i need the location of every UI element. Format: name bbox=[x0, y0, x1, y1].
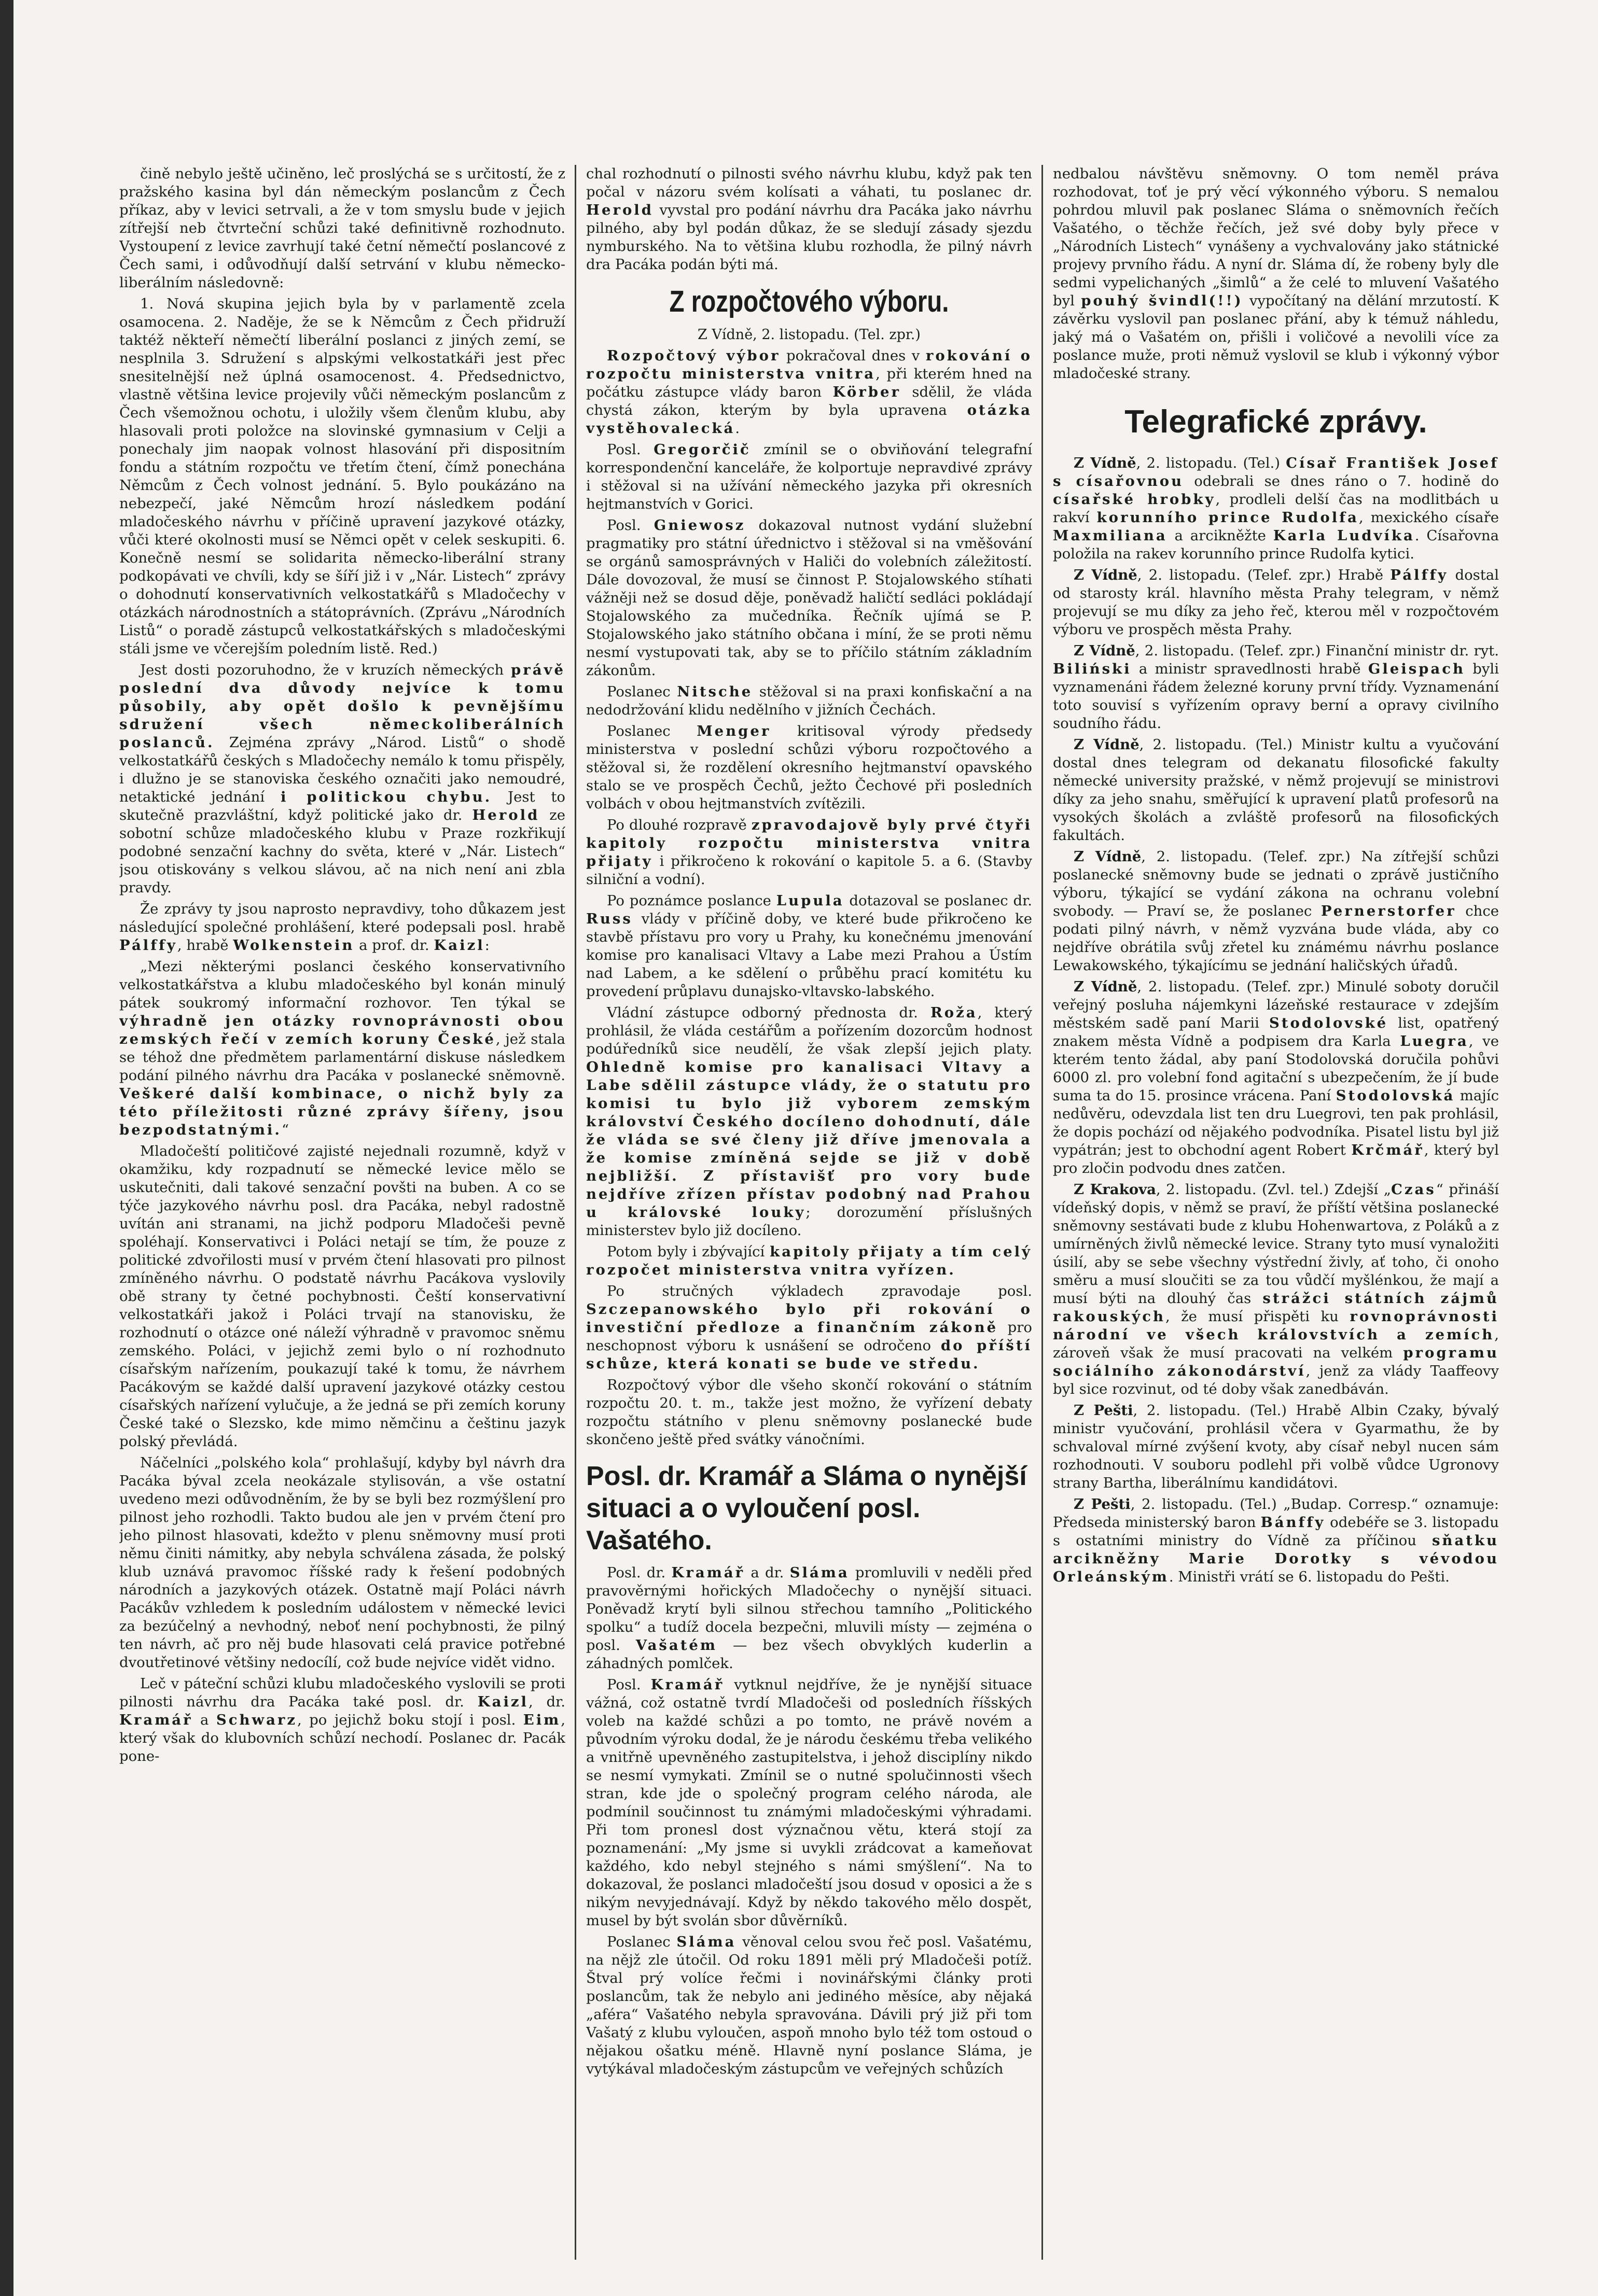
article-paragraph: Leč v páteční schůzi klubu mladočeského vyslovili se proti pilnosti návrhu dra Pacáka také posl. dr. Kaizl, dr. Kramář a Schwarz, po jejichž boku stojí i posl. Eim, který však do klubovních schůzí nechodí. Poslanec dr. Pacák pone- bbox=[119, 1675, 565, 1765]
article-paragraph: chal rozhodnutí o pilnosti svého návrhu klubu, když pak ten počal v názoru svém kolísati a váhati, tu poslanec dr. Herold vyvstal pro podání návrhu dra Pacáka jako návrhu pilného, aby byl podán důkaz, že se sledují zásady sjezdu nymburského. Na to většina klubu rozhodla, že pilný návrh dra Pacáka podán býti má. bbox=[586, 165, 1032, 273]
article-paragraph: Z Pešti, 2. listopadu. (Tel.) Hrabě Albin Czaky, bývalý ministr vyučování, prohlásil včera v Gyarmathu, že by schvaloval mírné zvýšení kvoty, aby císař nebyl nucen sám rozhodnouti. V souboru podlehl při volbě vůdce Ugronovy strany Bartha, liberálnímu kandidátovi. bbox=[1053, 1402, 1499, 1491]
article-paragraph: Z Vídně, 2. listopadu. (Telef. zpr.) Finanční ministr dr. ryt. Biliński a ministr spravedlnosti hrabě Gleispach byli vyznamenáni řádem železné koruny první třídy. Vyznamenání toto souvisí s vyřízením opravy berní a opravy civilního soudního řádu. bbox=[1053, 642, 1499, 732]
article-paragraph: Z Vídně, 2. listopadu. (Tel.) Císař František Josef s císařovnou odebrali se dnes ráno o 7. hodině do císařské hrobky, prodleli delší čas na modlitbách u rakví korunního prince Rudolfa, mexického císaře Maxmiliana a arcikněžte Karla Ludvíka. Císařovna položila na rakev korunního prince Rudolfa kytici. bbox=[1053, 455, 1499, 562]
article-paragraph: Z Krakova, 2. listopadu. (Zvl. tel.) Zdejší „Czas“ přináší vídeňský dopis, v němž se praví, že příští většina poslanecké sněmovny sestávati bude z klubu Hohenwartova, z Poláků a z umírněných živlů německé levice. Strany tyto musí vynaložiti úsilí, aby se sebe všechny výstřední živly, ať toho, či onoho směru a musí sloučiti se za tou vůdčí myšlénkou, že mají a musí býti na dlouhý čas strážci státních zájmů rakouských, že musí přispěti ku rovnoprávnosti národní ve všech královstvích a zemích, zároveň však že musí pracovati na velkém programu sociálního zákonodárství, jenž za vlády Taaffeovy byl sice rozvinut, od té doby však zanedbáván. bbox=[1053, 1181, 1499, 1397]
article-paragraph: Rozpočtový výbor dle všeho skončí rokování o státním rozpočtu 20. t. m., takže jest možno, že vyřízení debaty rozpočtu státního v plenu sněmovny poslanecké bude skončeno ještě před svátky vánočními. bbox=[586, 1377, 1032, 1448]
article-paragraph: 1. Nová skupina jejich byla by v parlamentě zcela osamocena. 2. Naděje, že se k Němcům z Čech přidruží taktéž někteří němečtí liberální poslanci z jiných zemí, se nesplnila 3. Sdružení s alpskými velkostatkáři jest přec snesitelnější než úplná osamocenost. 4. Předsednictvo, vlastně většina levice projevily vůči německým poslancům z Čech všemožnou ochotu, i uložily všem členům klubu, aby hlasovali proti položce na slovinské gymnasium v Celji a ponechaly jim naopak volnost hlasování při dispositním fondu a státním rozpočtu ve třetím čtení, čímž ponechána Němcům z Čech volnost jednání. 5. Bylo poukázáno na nebezpečí, jaké Němcům hrozí následkem podání mladočeského návrhu v příčině upravení jazykové otázky, vůči které okolnosti musí se Němci opět v celek seskupiti. 6. Konečně nesmí se solidarita německo-liberální strany podkopávati ve chvíli, kdy se šíří již i v „Nár. Listech“ zprávy o dohodnutí konservativních velkostatkářů s Mladočechy v otázkách národnostních a státoprávních. (Zprávu „Národních Listů“ o poradě zástupců velkostatkářských s mladočeskými stáli jsme ve včerejším poledním listě. Red.) bbox=[119, 296, 565, 657]
article-paragraph: Jest dosti pozoruhodno, že v kruzích německých právě poslední dva důvody nejvíce k tomu působily, aby opět došlo k pevnějšímu sdružení všech německoliberálních poslanců. Zejména zprávy „Národ. Listů“ o shodě velkostatkářů českých s Mladočechy nemálo k tomu přispěly, i dlužno je se stanoviska českého označiti jako nemoudré, netaktické jednání i politickou chybu. Jest to skutečně prazvláštní, když politické jako dr. Herold ze sobotní schůze mladočeského klubu v Praze rozkřikují podobné senzační kachny do světa, které v „Nár. Listech“ jsou otiskovány s velkou slávou, ač na nich není ani zbla pravdy. bbox=[119, 662, 565, 896]
article-paragraph: Mladočeští političové zajisté nejednali rozumně, když v okamžiku, kdy rozpadnutí se německé levice mělo se uskutečniti, dali takové senzační povšti na buben. A co se týče jazykového návrhu posl. dra Pacáka, nebyl radostně uvítán ani stranami, na jichž podporu Mladočeši pevně spoléhají. Konservativci i Poláci netají se tím, že pouze z politické zdvořilosti musí v prvém čtení hlasovati pro pilnost zmíněného návrhu. O podstatě návrhu Pacákova vyslovily obě strany ty četné pochybnosti. Čeští konservativní velkostatkáři jakož i Poláci trvají na stanovisku, že rozhodnutí o otázce oné náleží výhradně v pravomoc sněmu zemského. Poláci, v jejichž zemi bylo o ní rozhodnuto císařským nařízením, poukazují také k tomu, že návrhem Pacákovým se každé další upravení jazykové otázky cestou císařských nařízení vylučuje, a že jedná se při zemích koruny České také o Slezsko, kde mimo němčinu a češtinu jazyk polský převládá. bbox=[119, 1143, 565, 1450]
article-paragraph: čině nebylo ještě učiněno, leč proslýchá se s určitostí, že z pražského kasina byl dán německým poslancům z Čech příkaz, aby v levici setrvali, a že v tom smyslu bude v jejich zítřejší neb čtvrteční schůzi také definitivně rozhodnuto. Vystoupení z levice zavrhují také četní němečtí poslancové z Čech sami, i odůvodňují další setrvání v klubu německo-liberálním následovně: bbox=[119, 165, 565, 291]
article-paragraph: Po stručných výkladech zpravodaje posl. Szczepanowského bylo při rokování o investiční předloze a finančním zákoně pro neschopnost výboru k usnášení se odročeno do příští schůze, která konati se bude ve středu. bbox=[586, 1283, 1032, 1372]
article-paragraph: nedbalou návštěvu sněmovny. O tom neměl práva rozhodovat, toť je prý věcí výkonného výboru. S nemalou pohrdou mluvil pak poslanec Sláma o sněmovních řečích Vašatého, o těchže řečích, jež své doby byly přece v „Národních Listech“ vynášeny a vychvalovány jako státnické projevy prvního řádu. A nyní dr. Sláma dí, že robeny byly dle sedmi vypelichaných „šimlů“ a že celé to mluvení Vašatého byl pouhý švindl(!!) vypočítaný na dělání mrzutostí. K závěrku vyslovil pan poslanec přání, aby k témuž náhledu, jaký má o Vašatém on, přišli i voličové a nevolili více za poslance muže, proti němuž vyslovil se klub i výkonný výbor mladočeské strany. bbox=[1053, 165, 1499, 382]
column-divider bbox=[575, 165, 576, 2260]
article-heading: Telegrafické zprávy. bbox=[1124, 404, 1427, 440]
article-paragraph: Z Vídně, 2. listopadu. (Tel. zpr.) bbox=[698, 327, 921, 343]
article-paragraph: Že zprávy ty jsou naprosto nepravdivy, toho důkazem jest následující společné prohlášení, které podepsali posl. hrabě Pálffy, hrabě Wolkenstein a prof. dr. Kaizl: bbox=[119, 901, 565, 954]
article-paragraph: Z Vídně, 2. listopadu. (Tel.) Ministr kultu a vyučování dostal dnes telegram od dekanatu filosofické fakulty německé university pražské, v němž projevují se ministrovi díky za jeho snahu, směřující k upravení platů profesorů na vysokých školách a zvláště profesorů na filosofických fakultách. bbox=[1053, 736, 1499, 844]
article-paragraph: Potom byly i zbývající kapitoly přijaty a tím celý rozpočet ministerstva vnitra vyřízen. bbox=[586, 1243, 1032, 1278]
article-paragraph: Z Pešti, 2. listopadu. (Tel.) „Budap. Corresp.“ oznamuje: Předseda ministerský baron Bánffy odebéře se 3. listopadu s ostatními ministry do Vídně za příčinou sňatku arcikněžny Marie Dorotky s vévodou Orleánským. Ministři vrátí se 6. listopadu do Pešti. bbox=[1053, 1496, 1499, 1585]
article-paragraph: Po poznámce poslance Lupula dotazoval se poslanec dr. Russ vlády v příčině doby, ve které bude přikročeno ke stavbě přístavu pro vory u Prahy, ku konečnému jmenování komise pro kanalisaci Vltavy a Labe mezi Prahou a Ústím nad Labem, a ke sdělení o průběhu prací komitétu ku provedení průplavu dunajsko-vltavsko-labského. bbox=[586, 892, 1032, 1000]
article-paragraph: Posl. Gniewosz dokazoval nutnost vydání služební pragmatiky pro státní úřednictvo i stěžoval si na vměšování se orgánů samosprávných v Haliči do volebních záležitostí. Dále dovozoval, že musí se činnost P. Stojalowského stíhati vážněji než se dosud děje, poněvadž haličtí sedláci pokládají Stojalowského za mučedníka. Řečník ujímá se P. Stojalowského jako státního občana i míní, že se proti němu nesmí vystupovati tak, aby se to příčilo státním základním zákonům. bbox=[586, 517, 1032, 679]
article-paragraph: Posl. dr. Kramář a dr. Sláma promluvili v neděli před pravověrnými hořických Mladočechy o nynější situaci. Poněvadž krytí byli silnou střechou tamního „Politického spolku“ a tudíž docela bezpečni, mluvili místy — zejména o posl. Vašatém — bez všech obvyklých kuderlin a záhadných pomlček. bbox=[586, 1564, 1032, 1672]
article-paragraph: Posl. Gregorčič zmínil se o obviňování telegrafní korrespondenční kanceláře, že kolportuje nepravdivé zprávy i stěžoval si na užívání německého jazyka při okresních hejtmanstvích v Gorici. bbox=[586, 441, 1032, 512]
column-3 bbox=[1053, 165, 1499, 2260]
article-paragraph: Vládní zástupce odborný přednosta dr. Roža, který prohlásil, že vláda cestářům a pořízením dozorcům hodnost podúředníků sice neudělí, že však zlepší jejich platy. Ohledně komise pro kanalisaci Vltavy a Labe sdělil zástupce vlády, že o statutu pro komisi tu bylo již vyborem zemským království Českého docíleno dohodnutí, dále že vláda se své členy již dříve jmenovala a že komise zmíněná sejde se již v době nejbližší. Z přístavišť pro vory bude nejdříve zřízen přístav podobný nad Prahou u královské louky; dorozumění příslušných ministerstev bylo již docíleno. bbox=[586, 1004, 1032, 1239]
article-heading: Posl. dr. Kramář a Sláma o nynější situaci a o vyloučení posl. Vašatého. bbox=[586, 1461, 1027, 1556]
article-paragraph: Náčelníci „polského kola“ prohlašují, kdyby byl návrh dra Pacáka býval zcela neokázale stylisován, a vše ostatní uvedeno mezi odůvodněním, že by se byli bez rozmýšlení pro pilnost jeho rozhodli. Takto budou ale jen v prvém čtení pro jeho pilnost hlasovati, kdežto v plenu sněmovny musí proti němu činiti námitky, aby nebyla schválena zásada, že polský klub uznává pravomoc říšské rady k řešení podobných národních a jazykových otázek. Ostatně mají Poláci návrh Pacákův vzhledem k posledním událostem v německé levici za bezúčelný a nevhodný, neboť není pochybnosti, že pilný ten návrh, ač pro něj bude hlasovati celá pravice potřebné dvoutřetinové většiny nedocílí, což bude nejvíce vidět vidno. bbox=[119, 1454, 565, 1671]
article-paragraph: Poslanec Sláma věnoval celou svou řeč posl. Vašatému, na nějž zle útočil. Od roku 1891 měli prý Mladočeši potíž. Štval prý volíce řečmi i novinářskými články proti poslancům, tak že nebylo ani jediného měsíce, aby nějaká „aféra“ Vašatého nebyla spravována. Dávili prý již při tom Vašatý z klubu vyloučen, aspoň mnoho bylo též tom ostoud o nějakou ošatku méně. Hlavně nyní poslance Sláma, je vytýkával mladočeským zástupcům ve veřejných schůzích bbox=[586, 1934, 1032, 2077]
article-paragraph: Z Vídně, 2. listopadu. (Telef. zpr.) Hrabě Pálffy dostal od starosty král. hlavního města Prahy telegram, v němž projevují se mu díky za jeho řeč, kterou měl v rozpočtovém výboru ve prospěch města Prahy. bbox=[1053, 567, 1499, 638]
column-divider bbox=[1041, 165, 1043, 2260]
article-paragraph: Poslanec Nitsche stěžoval si na praxi konfiskační a na nedodržování klidu nedělního v jižních Čechách. bbox=[586, 683, 1032, 718]
article-paragraph: Po dlouhé rozpravě zpravodajově byly prvé čtyři kapitoly rozpočtu ministerstva vnitra přijaty i přikročeno k rokování o kapitole 5. a 6. (Stavby silniční a vodní). bbox=[586, 817, 1032, 888]
article-paragraph: Z Vídně, 2. listopadu. (Telef. zpr.) Na zítřejší schůzi poslanecké sněmovny bude se jednati o zprávě justičního výboru, týkající se vydání zákona na ochranu volební svobody. — Praví se, že poslanec Pernerstorfer chce podati pilný návrh, v němž vyzvána bude vláda, aby co nejdříve obrátila svůj zřetel ku známému návrhu poslance Lewakowského, týkajícímu se jednání haličských úřadů. bbox=[1053, 848, 1499, 974]
article-paragraph: „Mezi některými poslanci českého konservativního velkostatkářstva a klubu mladočeského byl konán minulý pátek soukromý informační rozhovor. Ten týkal se výhradně jen otázky rovnoprávnosti obou zemských řečí v zemích koruny České, jež stala se téhož dne předmětem parlamentární diskuse následkem podání pilného návrhu dra Pacáka v poslanecké sněmovně. Veškeré další kombinace, o nichž byly za této příležitosti různé zprávy šířeny, jsou bezpodstatnými.“ bbox=[119, 958, 565, 1138]
column-2 bbox=[586, 165, 1032, 2260]
article-paragraph: Z Vídně, 2. listopadu. (Telef. zpr.) Minulé soboty doručil veřejný posluha nájemkyni lázeňské restaurace v zdejším městském sadě paní Marii Stodolovské list, opatřený znakem města Vídně a podpisem dra Karla Luegra, ve kterém tento žádal, aby paní Stodolovská doručila pohůvi 6000 zl. pro volební fond agitační s ubezpečením, že jí bude suma ta do 15. prosince vrácena. Paní Stodolovská majíc nedůvěru, odevzdala list ten dru Luegrovi, ten pak prohlásil, že dopis pochází od nějakého podvodníka. Pisatel listu byl již vypátrán; jest to obchodní agent Robert Krčmář, který byl pro zločin podvodu dnes zatčen. bbox=[1053, 978, 1499, 1177]
article-paragraph: Poslanec Menger kritisoval výrody předsedy ministerstva v poslední schůzi výboru rozpočtového a stěžoval si, že rozdělení okresního hejtmanství opavského stalo se ve prospěch Čechů, ježto Čechové při posledních volbách v obou hejtmanstvích zvítězili. bbox=[586, 723, 1032, 812]
page-edge-shadow bbox=[0, 0, 13, 2296]
column-1 bbox=[119, 165, 565, 2260]
article-paragraph: Rozpočtový výbor pokračoval dnes v rokování o rozpočtu ministerstva vnitra, při kterém hned na počátku zástupce vlády baron Körber sdělil, že vláda chystá zákon, kterým by byla upravena otázka vystěhovalecká. bbox=[586, 347, 1032, 437]
article-paragraph: Posl. Kramář vytknul nejdříve, že je nynější situace vážná, což ostatně tvrdí Mladočeši od posledních říšských voleb na každé schůzi a po tomto, ne právě novém a původním výroku dodal, že je národu českému třeba velikého a vnitřně upevněného zastupitelstva, i jehož disciplíny nikdo se nesmí vymykati. Zmínil se o nutné spolučinnosti všech stran, kde jde o společný program celého národa, ale podmínil součinnost tu známými mladočeskými výhradami. Při tom pronesl dost význačnou větu, která stojí za poznamenání: „My jsme si uvykli zrádcovat a kameňovat každého, kdo nebyl stejného s námi smýšlení“. Na to dokazoval, že poslanci mladočeští jsou dosud v oposici a že s nikým nevyjednávají. Když by někdo takového mělo dospět, musel by být svolán sbor důvěrníků. bbox=[586, 1676, 1032, 1929]
article-heading: Z rozpočtového výboru. bbox=[669, 285, 949, 318]
newspaper-page bbox=[119, 165, 1520, 2260]
